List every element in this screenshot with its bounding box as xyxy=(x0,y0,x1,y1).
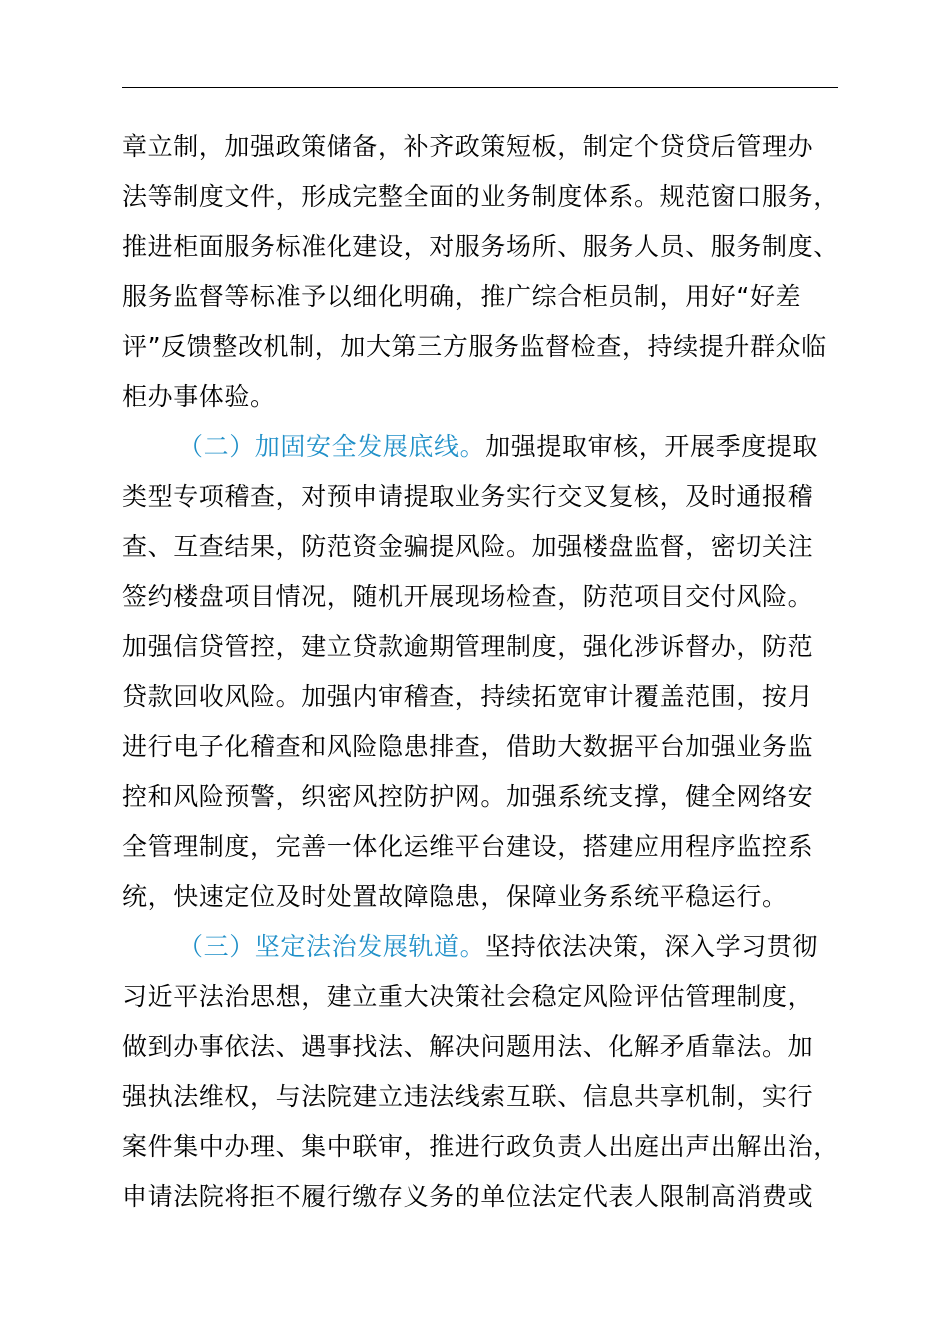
text-line: 进行电子化稽查和风险隐患排查，借助大数据平台加强业务监 xyxy=(122,732,814,761)
document-body xyxy=(122,122,862,1222)
text-line: 统，快速定位及时处置故障隐患，保障业务系统平稳运行。 xyxy=(122,882,788,911)
section-2-lead-text: 加强提取审核，开展季度提取 xyxy=(485,432,819,461)
text-line: 习近平法治思想，建立重大决策社会稳定风险评估管理制度， xyxy=(122,982,814,1011)
section-3-heading: （三）坚定法治发展轨道。 xyxy=(178,932,486,961)
section-2-first-line xyxy=(122,422,862,472)
section-3-lead-text: 坚持依法决策，深入学习贯彻 xyxy=(485,932,819,961)
text-line: 类型专项稽查，对预申请提取业务实行交叉复核，及时通报稽 xyxy=(122,482,814,511)
section-2-heading: （二）加固安全发展底线。 xyxy=(178,432,486,461)
text-line: 章立制，加强政策储备，补齐政策短板，制定个贷贷后管理办 xyxy=(122,132,814,161)
section-2 xyxy=(122,422,862,922)
text-line: 控和风险预警，织密风控防护网。加强系统支撑，健全网络安 xyxy=(122,782,814,811)
text-line: 查、互查结果，防范资金骗提风险。加强楼盘监督，密切关注 xyxy=(122,532,814,561)
text-line: 全管理制度，完善一体化运维平台建设，搭建应用程序监控系 xyxy=(122,832,814,861)
text-line: 做到办事依法、遇事找法、解决问题用法、化解矛盾靠法。加 xyxy=(122,1032,814,1061)
text-line: 强执法维权，与法院建立违法线索互联、信息共享机制，实行 xyxy=(122,1082,814,1111)
text-line: 推进柜面服务标准化建设，对服务场所、服务人员、服务制度、 xyxy=(122,232,839,261)
text-line: 案件集中办理、集中联审，推进行政负责人出庭出声出解出治， xyxy=(122,1132,839,1161)
text-line: 加强信贷管控，建立贷款逾期管理制度，强化涉诉督办，防范 xyxy=(122,632,814,661)
header-rule xyxy=(122,87,838,88)
text-line: 柜办事体验。 xyxy=(122,382,276,411)
text-line: 服务监督等标准予以细化明确，推广综合柜员制，用好“好差 xyxy=(122,282,802,311)
text-line: 签约楼盘项目情况，随机开展现场检查，防范项目交付风险。 xyxy=(122,582,814,611)
text-line: 申请法院将拒不履行缴存义务的单位法定代表人限制高消费或 xyxy=(122,1182,814,1211)
paragraph-1 xyxy=(122,122,862,422)
text-line: 贷款回收风险。加强内审稽查，持续拓宽审计覆盖范围，按月 xyxy=(122,682,814,711)
section-3 xyxy=(122,922,862,1222)
text-line: 法等制度文件，形成完整全面的业务制度体系。规范窗口服务， xyxy=(122,182,839,211)
text-line: 评”反馈整改机制，加大第三方服务监督检查，持续提升群众临 xyxy=(122,332,827,361)
section-3-first-line xyxy=(122,922,862,972)
